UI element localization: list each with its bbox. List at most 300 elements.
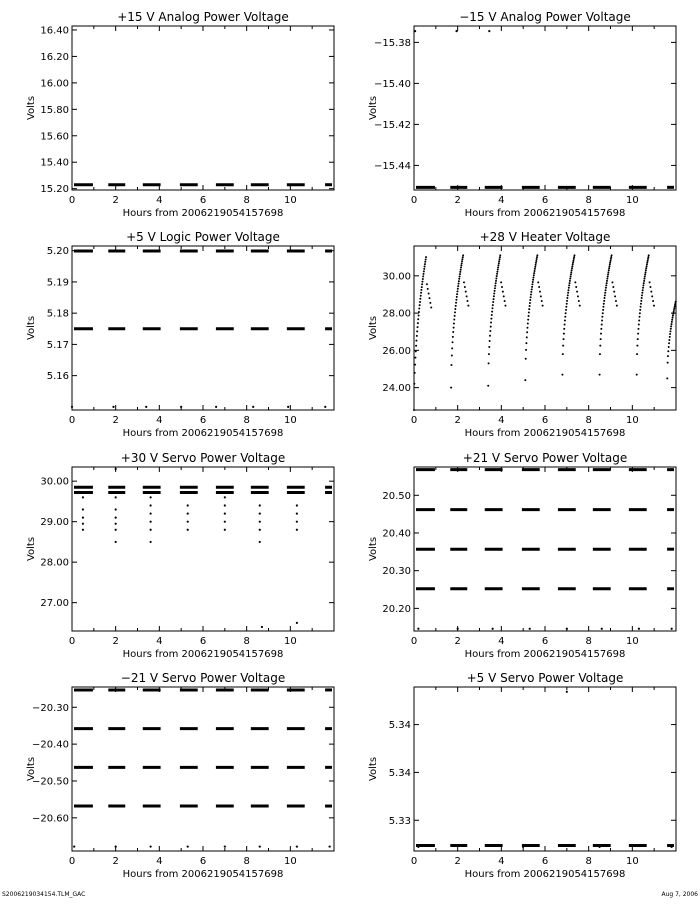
- data-point: [491, 314, 493, 316]
- data-point: [259, 504, 261, 506]
- data-point: [601, 316, 603, 318]
- data-point: [455, 30, 457, 32]
- data-point: [530, 291, 532, 293]
- data-point: [417, 326, 419, 328]
- data-point: [414, 30, 416, 32]
- y-tick-label: 5.34: [388, 767, 411, 779]
- data-point: [610, 258, 612, 260]
- data-point: [492, 301, 494, 303]
- data-point: [642, 284, 644, 286]
- data-point: [459, 271, 461, 273]
- data-point: [525, 342, 527, 344]
- data-point: [600, 338, 602, 340]
- data-point: [561, 374, 563, 376]
- data-point: [82, 529, 84, 531]
- data-point: [499, 254, 501, 256]
- data-point: [461, 258, 463, 260]
- chart-title: +5 V Servo Power Voltage: [466, 671, 624, 685]
- data-point: [570, 275, 572, 277]
- y-tick-label: 5.34: [388, 720, 411, 732]
- data-point: [414, 357, 416, 359]
- data-point: [541, 300, 543, 302]
- data-point: [425, 256, 427, 258]
- y-tick-label: 20.50: [382, 490, 411, 502]
- data-point: [534, 270, 536, 272]
- data-point: [528, 315, 530, 317]
- data-point: [601, 319, 603, 321]
- data-point: [490, 326, 492, 328]
- data-point: [491, 311, 493, 313]
- data-point: [647, 260, 649, 262]
- data-point: [536, 254, 538, 256]
- data-point: [569, 280, 571, 282]
- y-tick-label: 15.60: [40, 131, 69, 143]
- y-axis-label: Volts: [368, 95, 379, 121]
- data-point: [641, 294, 643, 296]
- data-point: [296, 622, 298, 624]
- data-point: [640, 300, 642, 302]
- x-tick-label: 4: [156, 415, 163, 426]
- data-point: [644, 275, 646, 277]
- data-point: [115, 508, 117, 510]
- x-tick-label: 6: [541, 195, 549, 206]
- data-point: [601, 323, 603, 325]
- data-point: [670, 328, 672, 330]
- y-tick-label: 20.40: [382, 528, 411, 540]
- data-point: [525, 358, 527, 360]
- data-point: [605, 289, 607, 291]
- plot-frame: [72, 26, 334, 190]
- y-tick-label: 16.40: [40, 25, 69, 37]
- data-point: [454, 308, 456, 310]
- x-tick-label: 8: [243, 856, 250, 867]
- data-point: [643, 280, 645, 282]
- data-point: [455, 299, 457, 301]
- x-tick-label: 10: [283, 415, 297, 426]
- data-point: [418, 307, 420, 309]
- data-point: [636, 345, 638, 347]
- data-point: [566, 300, 568, 302]
- chart-title: +21 V Servo Power Voltage: [462, 451, 628, 465]
- data-point: [252, 406, 254, 408]
- y-axis-label: Volts: [26, 95, 37, 121]
- y-tick-label: −20.50: [31, 776, 69, 788]
- data-point: [606, 280, 608, 282]
- data-point: [636, 374, 638, 376]
- data-point: [498, 262, 500, 264]
- data-point: [451, 347, 453, 349]
- data-point: [533, 274, 535, 276]
- chart-panel: [26, 451, 334, 660]
- data-point: [419, 301, 421, 303]
- data-point: [572, 263, 574, 265]
- data-point: [73, 845, 75, 847]
- y-tick-label: 16.00: [40, 78, 69, 90]
- data-point: [501, 286, 503, 288]
- chart-title: −21 V Servo Power Voltage: [120, 671, 286, 685]
- data-point: [417, 628, 419, 630]
- data-point: [667, 350, 669, 352]
- data-point: [224, 845, 226, 847]
- y-tick-label: 28.00: [40, 557, 69, 569]
- data-point: [418, 311, 420, 313]
- data-point: [639, 309, 641, 311]
- data-point: [420, 292, 422, 294]
- x-tick-label: 10: [625, 195, 639, 206]
- data-point: [423, 273, 425, 275]
- data-point: [461, 262, 463, 264]
- data-point: [498, 260, 500, 262]
- data-point: [605, 284, 607, 286]
- y-tick-label: 5.17: [46, 339, 69, 351]
- data-point: [115, 529, 117, 531]
- x-tick-label: 8: [585, 856, 592, 867]
- data-point: [497, 264, 499, 266]
- data-point: [494, 290, 496, 292]
- data-point: [115, 517, 117, 519]
- data-point: [454, 315, 456, 317]
- data-point: [604, 294, 606, 296]
- data-point: [429, 302, 431, 304]
- data-point: [666, 377, 668, 379]
- y-axis-label: Volts: [26, 315, 37, 341]
- data-point: [607, 273, 609, 275]
- data-point: [566, 691, 568, 693]
- data-point: [563, 338, 565, 340]
- data-point: [529, 299, 531, 301]
- data-point: [603, 300, 605, 302]
- y-tick-label: 27.00: [40, 598, 69, 610]
- plot-frame: [72, 687, 334, 851]
- data-point: [413, 383, 415, 385]
- data-point: [570, 273, 572, 275]
- x-tick-label: 6: [199, 195, 207, 206]
- data-point: [82, 523, 84, 525]
- data-point: [579, 305, 581, 307]
- data-point: [421, 286, 423, 288]
- data-point: [460, 264, 462, 266]
- data-point: [572, 260, 574, 262]
- x-axis-label: Hours from 2006219054157698: [464, 208, 626, 219]
- data-point: [637, 328, 639, 330]
- data-point: [527, 323, 529, 325]
- data-point: [637, 338, 639, 340]
- data-point: [452, 331, 454, 333]
- x-tick-label: 2: [454, 856, 461, 867]
- data-point: [463, 281, 465, 283]
- data-point: [608, 265, 610, 267]
- data-point: [536, 258, 538, 260]
- data-point: [578, 300, 580, 302]
- data-point: [575, 286, 577, 288]
- data-point: [640, 303, 642, 305]
- x-tick-label: 10: [625, 636, 639, 647]
- y-tick-label: 5.16: [46, 371, 69, 383]
- data-point: [259, 529, 261, 531]
- data-point: [427, 288, 429, 290]
- data-point: [565, 312, 567, 314]
- data-point: [671, 846, 673, 848]
- data-point: [567, 292, 569, 294]
- data-point: [259, 845, 261, 847]
- x-tick-label: 6: [541, 415, 549, 426]
- data-point: [530, 296, 532, 298]
- y-tick-label: 20.20: [382, 603, 411, 615]
- x-tick-label: 0: [410, 195, 418, 206]
- data-point: [609, 262, 611, 264]
- data-point: [420, 295, 422, 297]
- data-point: [420, 289, 422, 291]
- data-point: [417, 318, 419, 320]
- data-point: [641, 292, 643, 294]
- data-point: [215, 406, 217, 408]
- y-tick-label: 30.00: [382, 271, 411, 283]
- y-tick-label: 30.00: [40, 476, 69, 488]
- data-point: [180, 406, 182, 408]
- data-point: [491, 307, 493, 309]
- data-point: [466, 300, 468, 302]
- data-point: [115, 845, 117, 847]
- data-point: [603, 303, 605, 305]
- data-point: [536, 256, 538, 258]
- x-tick-label: 4: [498, 195, 505, 206]
- data-point: [465, 291, 467, 293]
- data-point: [668, 342, 670, 344]
- data-point: [640, 306, 642, 308]
- data-point: [528, 311, 530, 313]
- y-tick-label: 15.40: [40, 157, 69, 169]
- y-tick-label: 24.00: [382, 383, 411, 395]
- data-point: [458, 280, 460, 282]
- data-point: [296, 504, 298, 506]
- data-point: [329, 845, 331, 847]
- data-point: [667, 362, 669, 364]
- data-point: [670, 325, 672, 327]
- x-tick-label: 2: [112, 636, 119, 647]
- x-tick-label: 6: [541, 636, 549, 647]
- data-point: [450, 387, 452, 389]
- data-point: [669, 336, 671, 338]
- data-point: [466, 295, 468, 297]
- data-point: [418, 315, 420, 317]
- plot-frame: [414, 26, 676, 190]
- x-tick-label: 6: [199, 636, 207, 647]
- data-point: [528, 308, 530, 310]
- x-tick-label: 2: [112, 415, 119, 426]
- x-tick-label: 2: [454, 636, 461, 647]
- data-point: [532, 279, 534, 281]
- data-point: [671, 321, 673, 323]
- data-point: [414, 364, 416, 366]
- data-point: [456, 293, 458, 295]
- data-point: [493, 293, 495, 295]
- data-point: [530, 294, 532, 296]
- data-point: [608, 269, 610, 271]
- data-point: [671, 628, 673, 630]
- data-point: [522, 846, 524, 848]
- data-point: [650, 291, 652, 293]
- data-point: [150, 504, 152, 506]
- chart-panel: [368, 230, 677, 439]
- y-axis-label: Volts: [368, 536, 379, 562]
- data-point: [602, 312, 604, 314]
- data-point: [576, 291, 578, 293]
- chart-title: +28 V Heater Voltage: [479, 230, 611, 244]
- x-tick-label: 8: [585, 415, 592, 426]
- x-tick-label: 8: [585, 636, 592, 647]
- data-point: [296, 845, 298, 847]
- data-point: [424, 265, 426, 267]
- data-point: [503, 295, 505, 297]
- data-point: [500, 281, 502, 283]
- data-point: [417, 846, 419, 848]
- data-point: [504, 300, 506, 302]
- data-point: [542, 305, 544, 307]
- data-point: [616, 305, 618, 307]
- data-point: [419, 304, 421, 306]
- data-point: [608, 267, 610, 269]
- y-axis-label: Volts: [26, 756, 37, 782]
- data-point: [652, 300, 654, 302]
- data-point: [415, 340, 417, 342]
- data-point: [532, 281, 534, 283]
- data-point: [425, 258, 427, 260]
- data-point: [534, 266, 536, 268]
- data-point: [563, 328, 565, 330]
- data-point: [674, 304, 676, 306]
- x-tick-label: 10: [625, 415, 639, 426]
- data-point: [535, 264, 537, 266]
- data-point: [566, 297, 568, 299]
- data-point: [604, 297, 606, 299]
- data-point: [647, 256, 649, 258]
- y-tick-label: −20.30: [31, 702, 69, 714]
- data-point: [495, 280, 497, 282]
- data-point: [599, 374, 601, 376]
- data-point: [567, 294, 569, 296]
- data-point: [643, 278, 645, 280]
- data-point: [82, 508, 84, 510]
- data-point: [422, 278, 424, 280]
- data-point: [612, 286, 614, 288]
- y-tick-label: 15.80: [40, 104, 69, 116]
- data-point: [224, 529, 226, 531]
- data-point: [653, 305, 655, 307]
- data-point: [647, 258, 649, 260]
- data-point: [492, 628, 494, 630]
- data-point: [499, 256, 501, 258]
- x-tick-label: 8: [243, 195, 250, 206]
- data-point: [488, 353, 490, 355]
- x-tick-label: 8: [243, 636, 250, 647]
- x-tick-label: 0: [68, 195, 76, 206]
- x-axis-label: Hours from 2006219054157698: [122, 869, 284, 880]
- data-point: [646, 265, 648, 267]
- data-point: [296, 512, 298, 514]
- data-point: [607, 271, 609, 273]
- data-point: [598, 846, 600, 848]
- data-point: [645, 271, 647, 273]
- chart-panel: [368, 451, 676, 660]
- data-point: [494, 287, 496, 289]
- data-point: [224, 496, 226, 498]
- data-point: [673, 307, 675, 309]
- data-point: [645, 267, 647, 269]
- data-point: [413, 409, 415, 411]
- data-point: [649, 286, 651, 288]
- data-point: [564, 323, 566, 325]
- plot-frame: [414, 687, 676, 851]
- x-tick-label: 10: [625, 856, 639, 867]
- x-tick-label: 2: [112, 195, 119, 206]
- x-axis-label: Hours from 2006219054157698: [122, 649, 284, 660]
- data-point: [529, 302, 531, 304]
- data-point: [490, 318, 492, 320]
- y-tick-label: −20.40: [31, 739, 69, 751]
- x-axis-label: Hours from 2006219054157698: [122, 428, 284, 439]
- data-point: [452, 341, 454, 343]
- data-point: [672, 317, 674, 319]
- data-point: [150, 521, 152, 523]
- data-point: [453, 322, 455, 324]
- chart-panel: [26, 671, 334, 880]
- data-point: [642, 289, 644, 291]
- data-point: [564, 319, 566, 321]
- data-point: [669, 330, 671, 332]
- y-tick-label: −15.42: [373, 119, 411, 131]
- data-point: [145, 406, 147, 408]
- data-point: [643, 282, 645, 284]
- data-point: [419, 298, 421, 300]
- x-tick-label: 8: [243, 415, 250, 426]
- x-tick-label: 0: [410, 415, 418, 426]
- footer-filename: S2006219034154.TLM_GAC: [2, 891, 86, 898]
- data-point: [415, 350, 417, 352]
- data-point: [462, 254, 464, 256]
- data-point: [489, 340, 491, 342]
- data-point: [115, 496, 117, 498]
- data-point: [460, 267, 462, 269]
- data-point: [453, 319, 455, 321]
- data-point: [492, 304, 494, 306]
- x-axis-label: Hours from 2006219054157698: [464, 428, 626, 439]
- data-point: [82, 517, 84, 519]
- data-point: [423, 268, 425, 270]
- chart-panel: [26, 10, 334, 219]
- y-axis-label: Volts: [26, 536, 37, 562]
- data-point: [496, 275, 498, 277]
- data-point: [606, 282, 608, 284]
- data-point: [531, 288, 533, 290]
- data-point: [537, 281, 539, 283]
- data-point: [416, 335, 418, 337]
- data-point: [564, 316, 566, 318]
- data-point: [461, 260, 463, 262]
- y-tick-label: 5.19: [46, 277, 69, 289]
- data-point: [452, 336, 454, 338]
- data-point: [527, 319, 529, 321]
- data-point: [451, 355, 453, 357]
- y-tick-label: 29.00: [40, 517, 69, 529]
- data-point: [454, 311, 456, 313]
- data-point: [600, 328, 602, 330]
- data-point: [490, 321, 492, 323]
- data-point: [287, 406, 289, 408]
- y-tick-label: 28.00: [382, 308, 411, 320]
- data-point: [533, 272, 535, 274]
- y-axis-label: Volts: [368, 315, 379, 341]
- footer-date: Aug 7, 2006: [661, 891, 698, 898]
